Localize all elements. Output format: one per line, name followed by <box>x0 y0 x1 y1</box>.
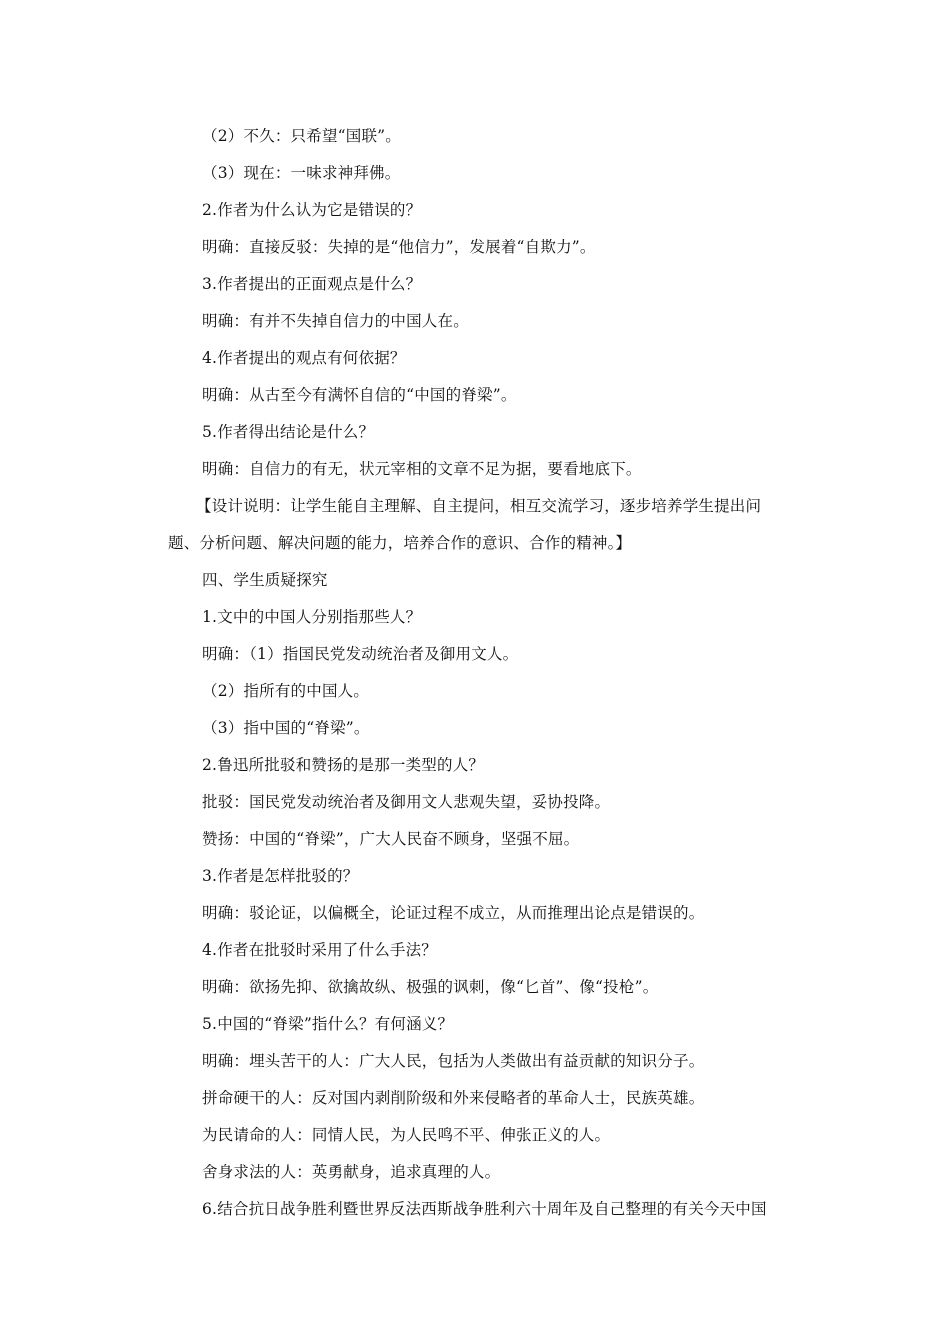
answer-line: （2）指所有的中国人。 <box>202 682 370 700</box>
answer-line: 批驳：国民党发动统治者及御用文人悲观失望，妥协投降。 <box>202 793 611 811</box>
question-line: 5.中国的“脊梁”指什么？有何涵义？ <box>202 1015 454 1033</box>
question-line: 1.文中的中国人分别指那些人？ <box>202 608 422 626</box>
answer-line: （3）指中国的“脊梁”。 <box>202 719 370 737</box>
question-line: 4.作者在批驳时采用了什么手法？ <box>202 941 437 959</box>
text-line: （2）不久：只希望“国联”。 <box>202 127 402 145</box>
answer-line: 舍身求法的人：英勇献身，追求真理的人。 <box>202 1163 501 1181</box>
answer-line: 明确：从古至今有满怀自信的“中国的脊梁”。 <box>202 386 517 404</box>
question-line: 5.作者得出结论是什么？ <box>202 423 375 441</box>
text-line: （3）现在：一味求神拜佛。 <box>202 164 401 182</box>
document-body <box>168 118 818 1228</box>
answer-line: 为民请命的人：同情人民，为人民鸣不平、伸张正义的人。 <box>202 1126 611 1144</box>
question-line: 6.结合抗日战争胜利暨世界反法西斯战争胜利六十周年及自己整理的有关今天中国 <box>202 1200 767 1218</box>
answer-line: 明确：埋头苦干的人：广大人民，包括为人类做出有益贡献的知识分子。 <box>202 1052 705 1070</box>
answer-line: 明确：（1）指国民党发动统治者及御用文人。 <box>202 645 519 663</box>
answer-line: 明确：自信力的有无，状元宰相的文章不足为据，要看地底下。 <box>202 460 642 478</box>
answer-line: 明确：驳论证，以偏概全，论证过程不成立，从而推理出论点是错误的。 <box>202 904 705 922</box>
answer-line: 拼命硬干的人：反对国内剥削阶级和外来侵略者的革命人士，民族英雄。 <box>202 1089 705 1107</box>
question-line: 3.作者提出的正面观点是什么？ <box>202 275 422 293</box>
answer-line: 赞扬：中国的“脊梁”，广大人民奋不顾身，坚强不屈。 <box>202 830 580 848</box>
question-line: 2.作者为什么认为它是错误的？ <box>202 201 422 219</box>
question-line: 3.作者是怎样批驳的？ <box>202 867 359 885</box>
answer-line: 明确：欲扬先抑、欲擒故纵、极强的讽刺，像“匕首”、像“投枪”。 <box>202 978 659 996</box>
question-line: 2.鲁迅所批驳和赞扬的是那一类型的人？ <box>202 756 485 774</box>
design-note-line: 【设计说明：让学生能自主理解、自主提问，相互交流学习，逐步培养学生提出问 <box>196 497 762 515</box>
answer-line: 明确：直接反驳：失掉的是“他信力”，发展着“自欺力”。 <box>202 238 596 256</box>
section-heading: 四、学生质疑探究 <box>202 571 328 589</box>
answer-line: 明确：有并不失掉自信力的中国人在。 <box>202 312 469 330</box>
design-note-line: 题、分析问题、解决问题的能力，培养合作的意识、合作的精神。】 <box>168 534 632 552</box>
question-line: 4.作者提出的观点有何依据？ <box>202 349 406 367</box>
